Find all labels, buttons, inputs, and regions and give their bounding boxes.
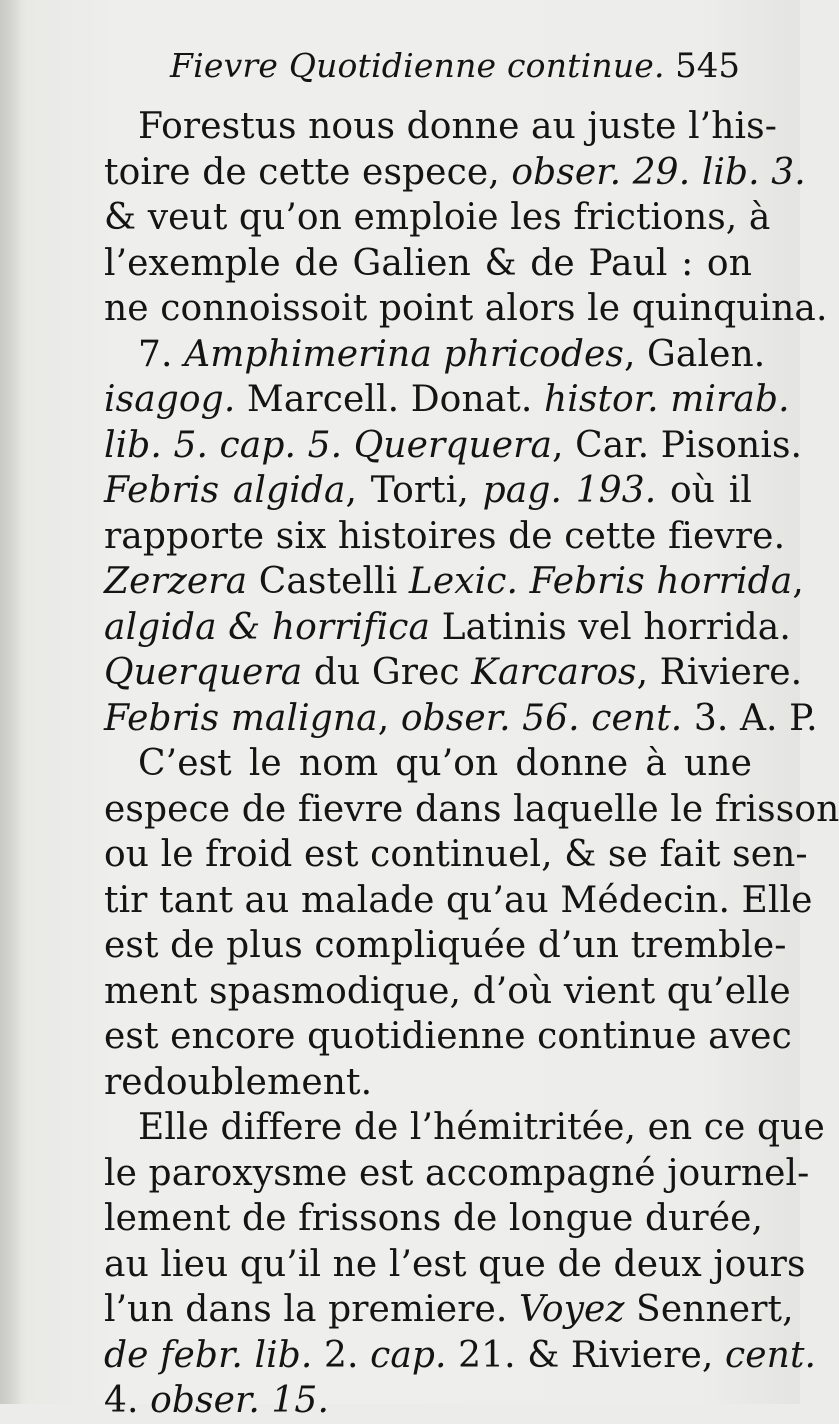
text-line: le paroxysme est accompagné journel- (104, 1152, 810, 1194)
italic-segment: histor. mirab. (543, 379, 790, 420)
text-line: Zerzera Castelli Lexic. Febris horrida, (104, 561, 804, 602)
italic-segment: algida & horrifica (104, 606, 431, 648)
italic-segment: Voyez (519, 1289, 625, 1330)
text-line: Forestus nous donne au juste l’his- (138, 106, 777, 147)
italic-segment: isagog. (104, 379, 236, 420)
page-number: 545 (675, 46, 740, 86)
italic-segment: Amphimerina phricodes (184, 333, 624, 375)
italic-segment: obser. 29. lib. 3. (511, 151, 806, 193)
page-header (170, 46, 770, 96)
text-line: C’est le nom qu’on donne à une (138, 743, 752, 784)
body-text (104, 104, 839, 1424)
text-line: ou le froid est continuel, & se fait sen- (104, 834, 808, 875)
text-line: tir tant au malade qu’au Médecin. Elle (104, 879, 813, 921)
italic-segment: Querquera (104, 652, 303, 693)
text-line: Querquera du Grec Karcaros, Riviere. (104, 652, 803, 693)
text-line: 4. obser. 15. (104, 1380, 329, 1421)
gutter-shadow (0, 0, 22, 1404)
running-title: Fievre Quotidienne continue. (170, 46, 665, 85)
italic-segment: Lexic. Febris horrida (408, 561, 793, 602)
text-line: toire de cette espece, obser. 29. lib. 3. (104, 151, 806, 193)
text-line: est de plus compliquée d’un tremble- (104, 925, 787, 966)
text-line: algida & horrifica Latinis vel horrida. (104, 606, 791, 648)
text-line: est encore quotidienne continue avec (104, 1016, 792, 1057)
italic-segment: Zerzera (104, 561, 248, 602)
text-line: l’un dans la premiere. Voyez Sennert, (104, 1289, 794, 1330)
italic-segment: de febr. lib. (104, 1334, 313, 1376)
text-line: de febr. lib. 2. cap. 21. & Riviere, cent. (104, 1334, 817, 1376)
italic-segment: Febris maligna (104, 697, 378, 739)
text-line: Febris maligna, obser. 56. cent. 3. A. P. (104, 697, 818, 739)
italic-segment: cent. (725, 1334, 817, 1376)
italic-segment: obser. 15. (150, 1380, 329, 1421)
italic-segment: obser. 56. cent. (400, 697, 683, 739)
text-line: Elle differe de l’hémitritée, en ce que (138, 1107, 825, 1148)
italic-segment: cap. (370, 1334, 447, 1376)
text-line: ne connoissoit point alors le quinquina. (104, 288, 828, 329)
text-line: ment spasmodique, d’où vient qu’elle (104, 970, 791, 1012)
italic-segment: lib. 5. cap. 5. Querquera (104, 424, 553, 466)
text-line: lement de frissons de longue durée, (104, 1198, 764, 1239)
text-line: au lieu qu’il ne l’est que de deux jours (104, 1243, 806, 1285)
italic-segment: Karcaros (471, 652, 637, 693)
italic-segment: Febris algida (104, 470, 346, 511)
text-line: redoublement. (104, 1061, 373, 1103)
text-line: espece de fievre dans laquelle le frisson (104, 788, 839, 830)
italic-segment: pag. 193. (482, 470, 657, 511)
text-line: Febris algida, Torti, pag. 193. où il (104, 470, 752, 511)
text-line: l’exemple de Galien & de Paul : on (104, 242, 752, 284)
text-line: rapporte six histoires de cette fievre. (104, 515, 786, 557)
text-line: & veut qu’on emploie les frictions, à (104, 197, 771, 238)
text-line: lib. 5. cap. 5. Querquera, Car. Pisonis. (104, 424, 803, 466)
text-line: 7. Amphimerina phricodes, Galen. (138, 333, 766, 375)
text-line: isagog. Marcell. Donat. histor. mirab. (104, 379, 790, 420)
